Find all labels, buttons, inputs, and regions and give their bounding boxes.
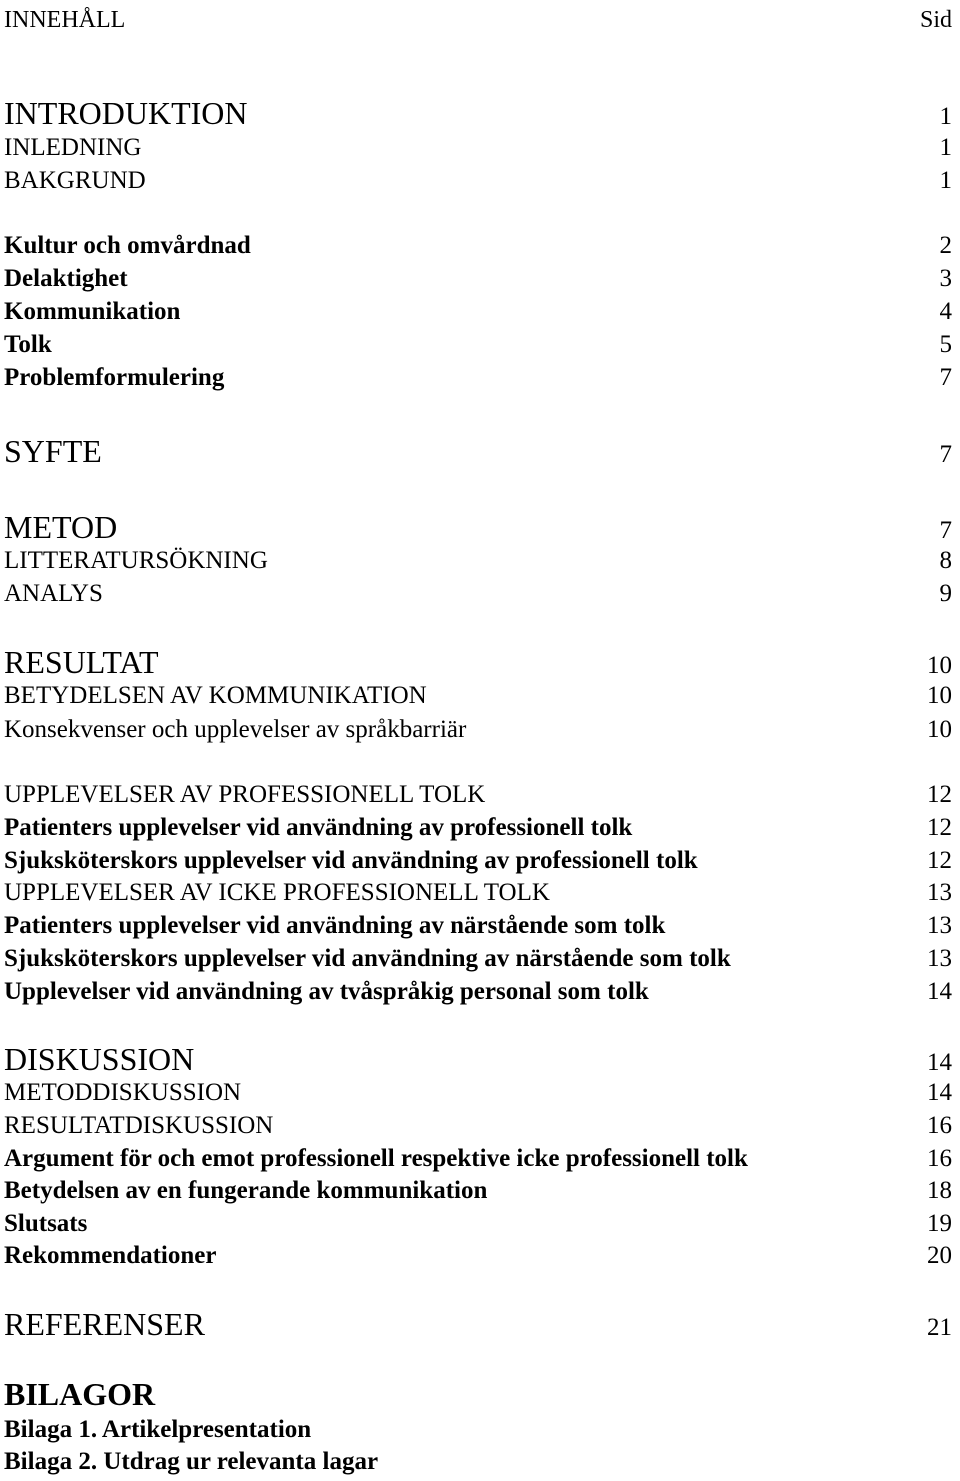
toc-entry-resultat[interactable] [4, 646, 952, 678]
toc-entry-text: LITTERATURSÖKNING [4, 547, 268, 574]
toc-entry-page: 7 [939, 517, 952, 544]
toc-entry-text: RESULTAT [4, 644, 159, 680]
toc-entry-referenser[interactable] [4, 1308, 952, 1340]
toc-entry-page: 10 [927, 716, 952, 743]
toc-entry-tolk[interactable] [4, 332, 952, 357]
toc-entry-text: REFERENSER [4, 1306, 205, 1342]
toc-entry-page: 9 [939, 580, 952, 607]
toc-entry-text: Betydelsen av en fungerande kommunikation [4, 1177, 488, 1204]
toc-entry-page: 2 [939, 232, 952, 259]
toc-entry-text: BILAGOR [4, 1376, 156, 1412]
toc-entry-text: Patienters upplevelser vid användning av professionell tolk [4, 814, 633, 841]
toc-entry-page: 21 [927, 1314, 952, 1341]
toc-entry-text: Kommunikation [4, 298, 181, 325]
toc-entry-text: METODDISKUSSION [4, 1079, 242, 1106]
toc-entry-page: 14 [927, 1079, 952, 1106]
toc-entry-page: 13 [927, 945, 952, 972]
toc-entry-konsekvenser[interactable] [4, 717, 952, 742]
toc-entry-text: METOD [4, 509, 118, 545]
toc-entry-text: SYFTE [4, 433, 102, 469]
toc-entry-syfte[interactable] [4, 435, 952, 467]
toc-entry-betydelsen[interactable] [4, 683, 952, 708]
toc-entry-patienters-professionell[interactable] [4, 815, 952, 840]
toc-entry-page: 13 [927, 912, 952, 939]
toc-entry-page: 13 [927, 879, 952, 906]
toc-entry-page: 8 [939, 547, 952, 574]
toc-entry-page: 19 [927, 1210, 952, 1237]
toc-entry-page: 14 [927, 1049, 952, 1076]
toc-title: INNEHÅLL [4, 7, 126, 33]
toc-entry-metod[interactable] [4, 511, 952, 543]
toc-entry-fungerande-kommunikation[interactable] [4, 1178, 952, 1203]
toc-entry-page: 1 [939, 103, 952, 130]
toc-entry-page: 14 [927, 978, 952, 1005]
toc-entry-kultur[interactable] [4, 233, 952, 258]
toc-entry-text: INLEDNING [4, 134, 142, 161]
toc-entry-page: 18 [927, 1177, 952, 1204]
toc-entry-metoddiskussion[interactable] [4, 1080, 952, 1105]
toc-entry-sjukskoterskors-narstaende[interactable] [4, 946, 952, 971]
toc-entry-text: Patienters upplevelser vid användning av närstående som tolk [4, 912, 666, 939]
toc-entry-kommunikation[interactable] [4, 299, 952, 324]
toc-entry-text: Slutsats [4, 1210, 88, 1237]
toc-entry-upplevelser-icke-professionell[interactable] [4, 880, 952, 905]
toc-entry-text: Rekommendationer [4, 1242, 217, 1269]
toc-entry-text: Problemformulering [4, 364, 225, 391]
toc-entry-page: 10 [927, 652, 952, 679]
toc-entry-page: 16 [927, 1112, 952, 1139]
toc-entry-text: ANALYS [4, 580, 103, 607]
toc-entry-resultatdiskussion[interactable] [4, 1113, 952, 1138]
toc-entry-text: Sjuksköterskors upplevelser vid användning av professionell tolk [4, 847, 698, 874]
toc-entry-rekommendationer[interactable] [4, 1243, 952, 1268]
toc-entry-page: 12 [927, 781, 952, 808]
toc-entry-page: 16 [927, 1145, 952, 1172]
toc-entry-delaktighet[interactable] [4, 266, 952, 291]
toc-entry-page: 1 [939, 134, 952, 161]
toc-entry-introduktion[interactable] [4, 97, 952, 129]
toc-entry-text: UPPLEVELSER AV PROFESSIONELL TOLK [4, 781, 486, 808]
toc-entry-text: Sjuksköterskors upplevelser vid användning av närstående som tolk [4, 945, 731, 972]
toc-entry-page: 4 [939, 298, 952, 325]
toc-entry-page: 7 [939, 364, 952, 391]
toc-entry-page: 3 [939, 265, 952, 292]
toc-entry-tvasprakig[interactable] [4, 979, 952, 1004]
toc-entry-text: Kultur och omvårdnad [4, 232, 251, 259]
toc-entry-slutsats[interactable] [4, 1211, 952, 1236]
toc-entry-text: BAKGRUND [4, 167, 146, 194]
toc-entry-text: UPPLEVELSER AV ICKE PROFESSIONELL TOLK [4, 879, 550, 906]
toc-entry-bilaga-1[interactable] [4, 1417, 952, 1442]
toc-entry-problemformulering[interactable] [4, 365, 952, 390]
toc-entry-text: DISKUSSION [4, 1041, 195, 1077]
toc-entry-bilagor[interactable] [4, 1378, 952, 1410]
toc-entry-text: INTRODUKTION [4, 95, 248, 131]
toc-entry-litteratursokning[interactable] [4, 548, 952, 573]
toc-entry-analys[interactable] [4, 581, 952, 606]
toc-entry-text: Tolk [4, 331, 52, 358]
toc-entry-bilaga-2[interactable] [4, 1449, 952, 1474]
toc-entry-text: Bilaga 2. Utdrag ur relevanta lagar [4, 1448, 379, 1475]
toc-entry-page: 7 [939, 441, 952, 468]
toc-entry-argument[interactable] [4, 1146, 952, 1171]
toc-entry-page: 1 [939, 167, 952, 194]
toc-entry-text: Delaktighet [4, 265, 128, 292]
toc-entry-upplevelser-professionell[interactable] [4, 782, 952, 807]
toc-entry-page: 20 [927, 1242, 952, 1269]
toc-entry-page: 12 [927, 814, 952, 841]
toc-entry-text: Bilaga 1. Artikelpresentation [4, 1416, 312, 1443]
toc-header [4, 8, 952, 32]
toc-entry-inledning[interactable] [4, 135, 952, 160]
toc-entry-patienters-narstaende[interactable] [4, 913, 952, 938]
toc-entry-text: Upplevelser vid användning av tvåspråkig personal som tolk [4, 978, 649, 1005]
toc-entry-page: 12 [927, 847, 952, 874]
toc-entry-bakgrund[interactable] [4, 168, 952, 193]
toc-entry-text: BETYDELSEN AV KOMMUNIKATION [4, 682, 427, 709]
toc-entry-diskussion[interactable] [4, 1043, 952, 1075]
toc-entry-page: 10 [927, 682, 952, 709]
toc-entry-sjukskoterskors-professionell[interactable] [4, 848, 952, 873]
page-column-label: Sid [919, 7, 952, 33]
toc-entry-text: RESULTATDISKUSSION [4, 1112, 274, 1139]
toc-entry-text: Konsekvenser och upplevelser av språkbarriär [4, 716, 467, 743]
toc-entry-text: Argument för och emot professionell respektive icke professionell tolk [4, 1145, 748, 1172]
toc-entry-page: 5 [939, 331, 952, 358]
